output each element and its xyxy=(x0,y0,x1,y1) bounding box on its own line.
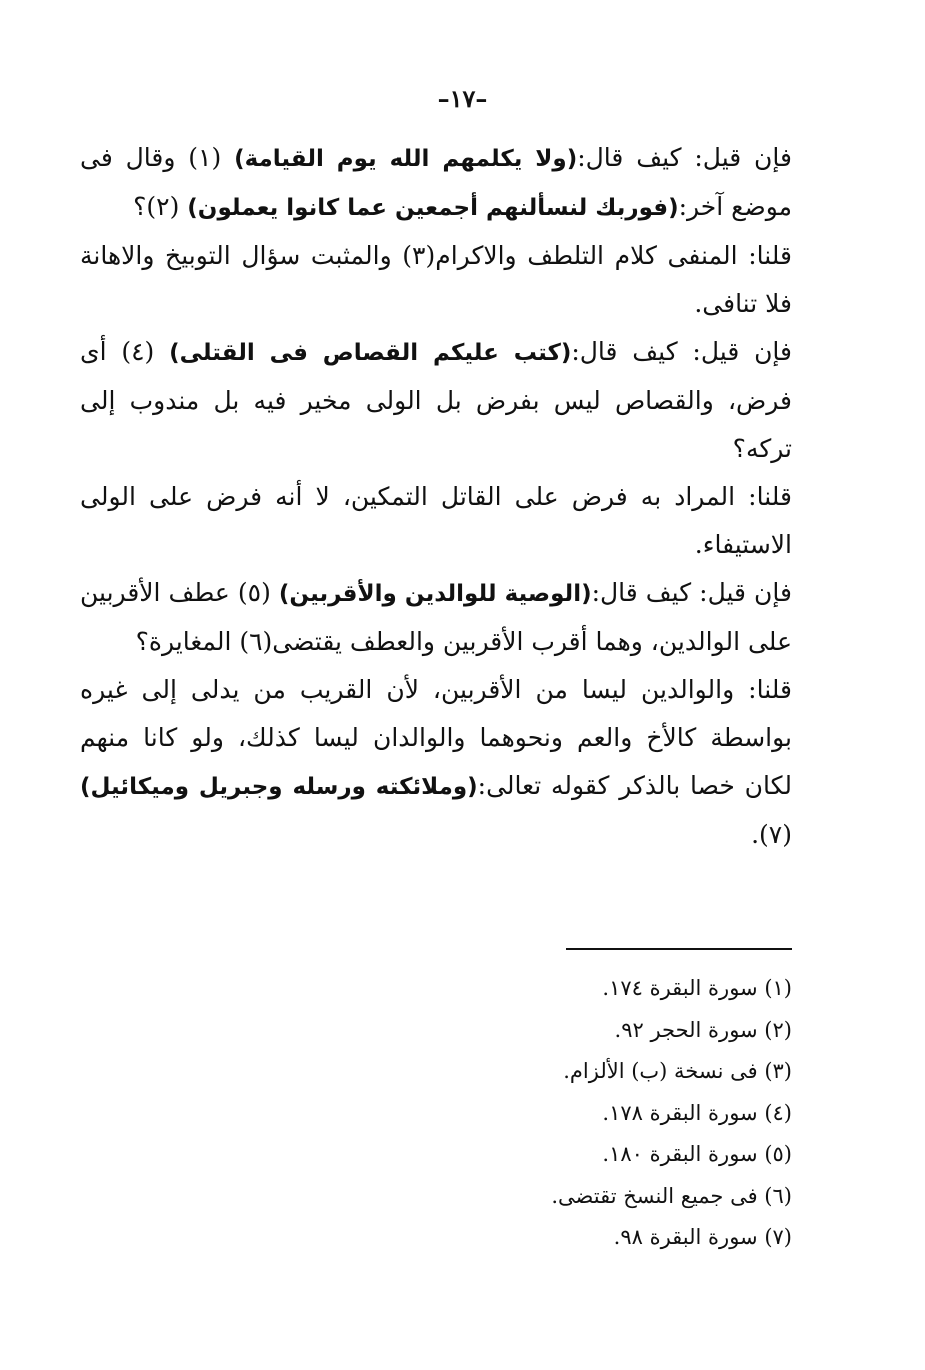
paragraph-text: قلنا: المنفى كلام التلطف والاكرام(٣) والمثبت سؤال التوبيخ والاهانة فلا تنافى. xyxy=(80,241,793,318)
paragraph-text: فإن قيل: كيف قال: xyxy=(577,143,792,172)
quran-quote: (فوربك لنسألنهم أجمعين عما كانوا يعملون) xyxy=(187,195,679,221)
page-number: –١٧– xyxy=(437,84,488,113)
footnote-4: (٤) سورة البقرة ١٧٨. xyxy=(602,1100,792,1125)
paragraph-2 xyxy=(80,232,792,328)
quran-quote: (الوصية للوالدين والأقربين) xyxy=(278,581,592,607)
quran-quote: (ولا يكلمهم الله يوم القيامة) xyxy=(234,146,578,172)
paragraph-text: قلنا: المراد به فرض على القاتل التمكين، لا أنه فرض على الولى الاستيفاء. xyxy=(80,482,792,559)
paragraph-text: قلنا: والوالدين ليسا من الأقربين، لأن القريب من يدلى إلى غيره بواسطة كالأخ والعم ونحوهما والوالدان ليسا كذلك، ولو كانا منهم لكان خصا بالذكر كقوله تعالى: xyxy=(80,675,792,800)
main-text xyxy=(80,134,792,859)
footnote-7: (٧) سورة البقرة ٩٨. xyxy=(613,1225,792,1249)
paragraph-text: فإن قيل: كيف قال: xyxy=(591,578,792,607)
paragraph-text: فإن قيل: كيف قال: xyxy=(571,337,793,366)
paragraph-text: (٢)؟ xyxy=(133,192,180,221)
footnote-2: (٢) سورة الحجر ٩٢. xyxy=(614,1017,792,1042)
footnotes xyxy=(420,968,792,1259)
footnote-5: (٥) سورة البقرة ١٨٠. xyxy=(602,1142,792,1166)
paragraph-6 xyxy=(80,666,792,859)
paragraph-text: (١) وقال فى موضع آخر: xyxy=(80,143,792,221)
quran-quote: (وملائكته ورسله وجبريل وميكائيل) xyxy=(80,774,478,800)
footnote-3: (٣) فى نسخة (ب) الألزام. xyxy=(563,1059,792,1083)
paragraph-3 xyxy=(80,328,792,473)
footnote-divider xyxy=(566,948,792,950)
paragraph-4 xyxy=(80,473,792,569)
paragraph-5 xyxy=(80,569,792,666)
paragraph-text: (٥) عطف الأقربين على الوالدين، وهما أقرب الأقربين والعطف يقتضى(٦) المغايرة؟ xyxy=(80,578,792,656)
footnote-1: (١) سورة البقرة ١٧٤. xyxy=(602,976,792,1000)
paragraph-text: (٧). xyxy=(751,820,792,849)
paragraph-text: (٤) أى فرض، والقصاص ليس بفرض بل الولى مخير فيه بل مندوب إلى تركه؟ xyxy=(80,337,792,463)
footnote-6: (٦) فى جميع النسخ تقتضى. xyxy=(551,1183,792,1208)
paragraph-1 xyxy=(80,134,792,232)
quran-quote: (كتب عليكم القصاص فى القتلى) xyxy=(169,340,572,366)
